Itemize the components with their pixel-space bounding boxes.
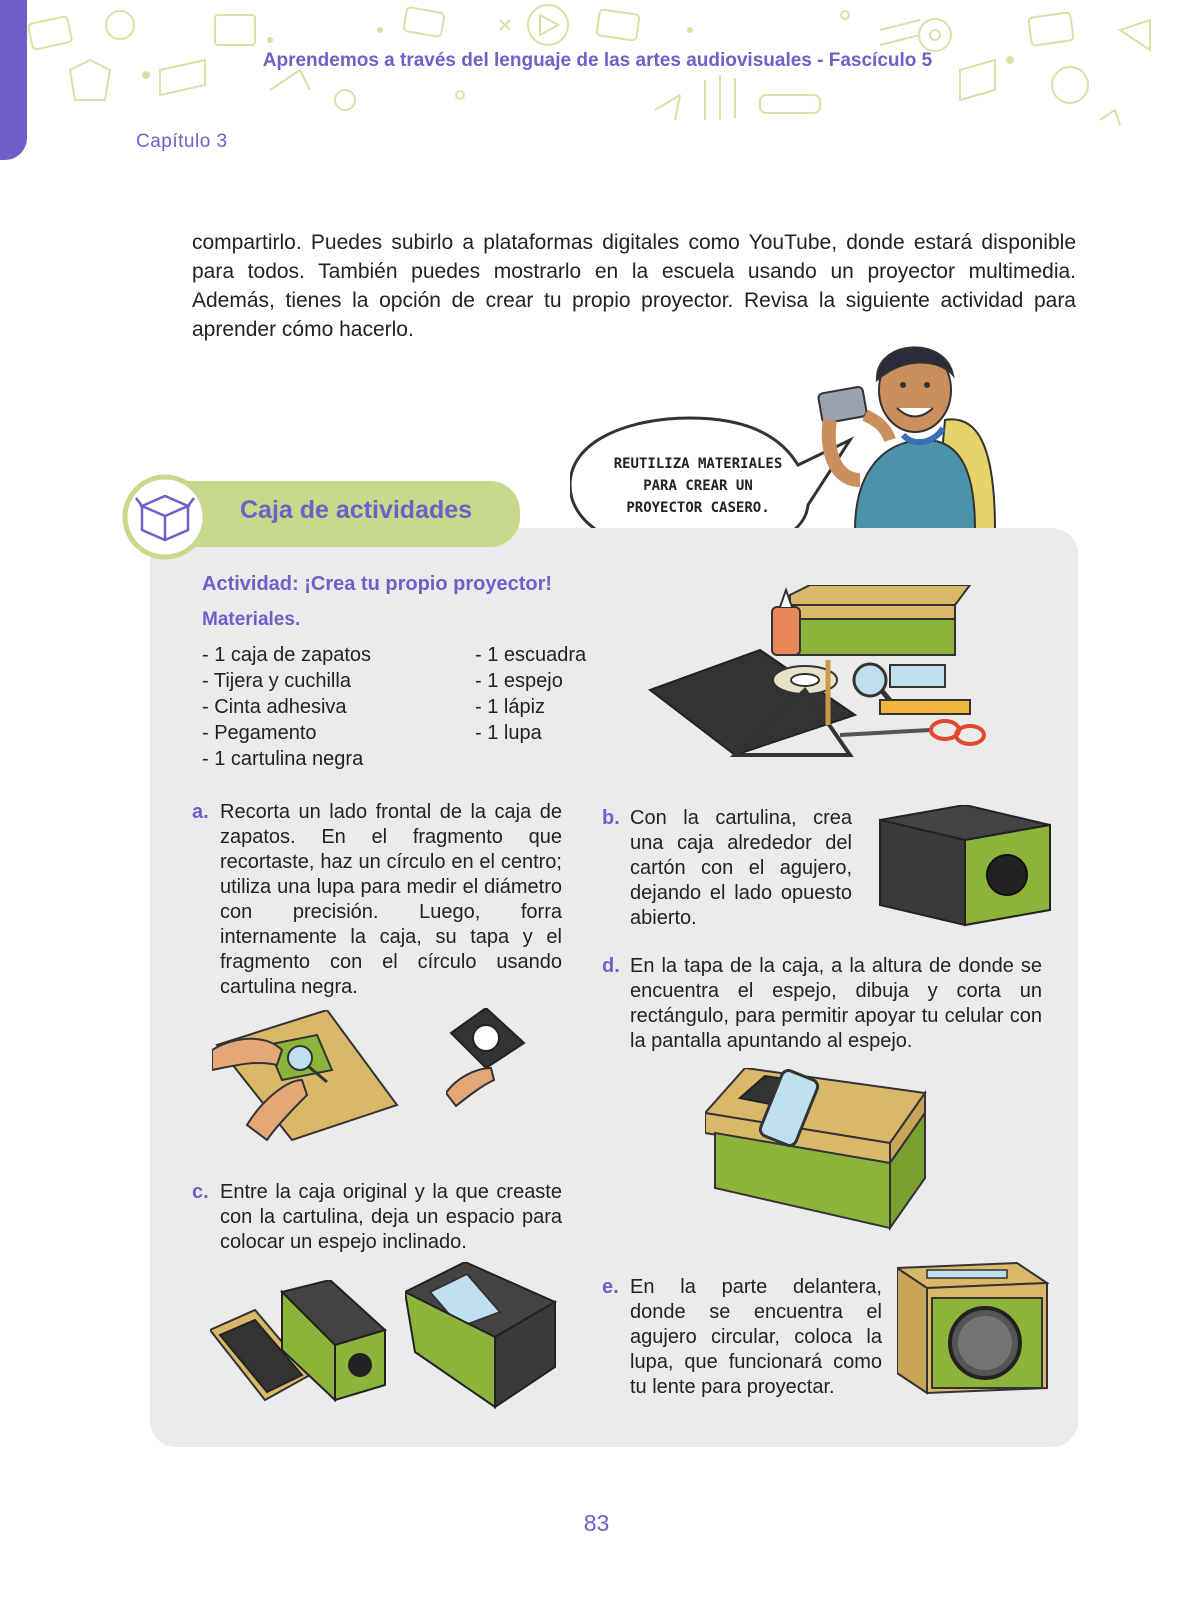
chapter-label: Capítulo 3 [136, 131, 228, 152]
step-letter: d. [602, 955, 620, 977]
running-title: Aprendemos a través del lenguaje de las artes audiovisuales - Fascículo 5 [262, 50, 933, 71]
box-with-phone-illustration [705, 1068, 930, 1233]
projector-with-lens-illustration [897, 1258, 1049, 1398]
step-d [602, 954, 1042, 1054]
speech-bubble-text [588, 453, 808, 519]
intro-paragraph: compartirlo. Puedes subirlo a plataformas digitales como YouTube, donde estará disponible para todos. También puedes mostrarlo en la escuela usando un proyector multimedia. Además, tienes la opción de crear tu propio proyector. Revisa la siguiente actividad para aprender cómo hacerlo. [192, 231, 1076, 341]
step-text: En la parte delantera, donde se encuentra el agujero circular, coloca la lupa, que funcionará como tu lente para proyectar. [630, 1276, 882, 1398]
material-item: - 1 lupa [475, 722, 542, 744]
step-letter: c. [192, 1181, 209, 1203]
activity-banner-title: Caja de actividades [240, 496, 473, 524]
step-text: Entre la caja original y la que creaste con la cartulina, deja un espacio para colocar un espejo inclinado. [220, 1181, 562, 1253]
material-item: - 1 espejo [475, 670, 563, 692]
boy-with-phone-illustration [815, 330, 1015, 530]
material-item: - 1 caja de zapatos [202, 644, 371, 666]
bubble-line: REUTILIZA MATERIALES [613, 456, 783, 472]
box-icon [122, 474, 208, 560]
step-c [192, 1180, 562, 1255]
chapter-side-tab [0, 0, 27, 160]
step-text: En la tapa de la caja, a la altura de donde se encuentra el espejo, dibuja y corta un rectángulo, para permitir apoyar tu celular con la pantalla apuntando al espejo. [630, 955, 1042, 1052]
materials-illustration [640, 585, 990, 770]
step-a [192, 800, 562, 1000]
material-item: - Pegamento [202, 722, 317, 744]
open-box-mirror-illustration [405, 1262, 560, 1412]
materials-title: Materiales. [202, 609, 301, 630]
cutting-cardboard-illustration [212, 1010, 402, 1145]
step-letter: a. [192, 801, 209, 823]
step-letter: e. [602, 1276, 619, 1298]
step-text: Con la cartulina, crea una caja alrededor del cartón con el agujero, dejando el lado opuesto abierto. [630, 807, 852, 929]
step-b [602, 806, 852, 931]
activity-title: Actividad: ¡Crea tu propio proyector! [202, 573, 553, 595]
material-item: - Cinta adhesiva [202, 696, 347, 718]
boxes-apart-illustration [210, 1280, 390, 1405]
materials-list-col2 [475, 642, 586, 746]
header-doodle-decoration [0, 0, 1193, 150]
material-item: - 1 lápiz [475, 696, 546, 718]
page-number: 83 [583, 1510, 610, 1536]
card-with-circle-illustration [446, 1008, 526, 1108]
material-item: - 1 cartulina negra [202, 748, 364, 770]
step-e [602, 1275, 882, 1400]
step-letter: b. [602, 807, 620, 829]
bubble-line: PARA CREAR UN [643, 478, 753, 494]
bubble-line: PROYECTOR CASERO. [626, 500, 770, 516]
materials-list-col1 [202, 642, 371, 772]
material-item: - Tijera y cuchilla [202, 670, 351, 692]
step-text: Recorta un lado frontal de la caja de zapatos. En el fragmento que recortaste, haz un círculo en el centro; utiliza una lupa para medir el diámetro con precisión. Luego, forra internamente la caja, su tapa y el fragmento con el círculo usando cartulina negra. [220, 801, 562, 998]
black-box-illustration [875, 805, 1055, 930]
material-item: - 1 escuadra [475, 644, 587, 666]
